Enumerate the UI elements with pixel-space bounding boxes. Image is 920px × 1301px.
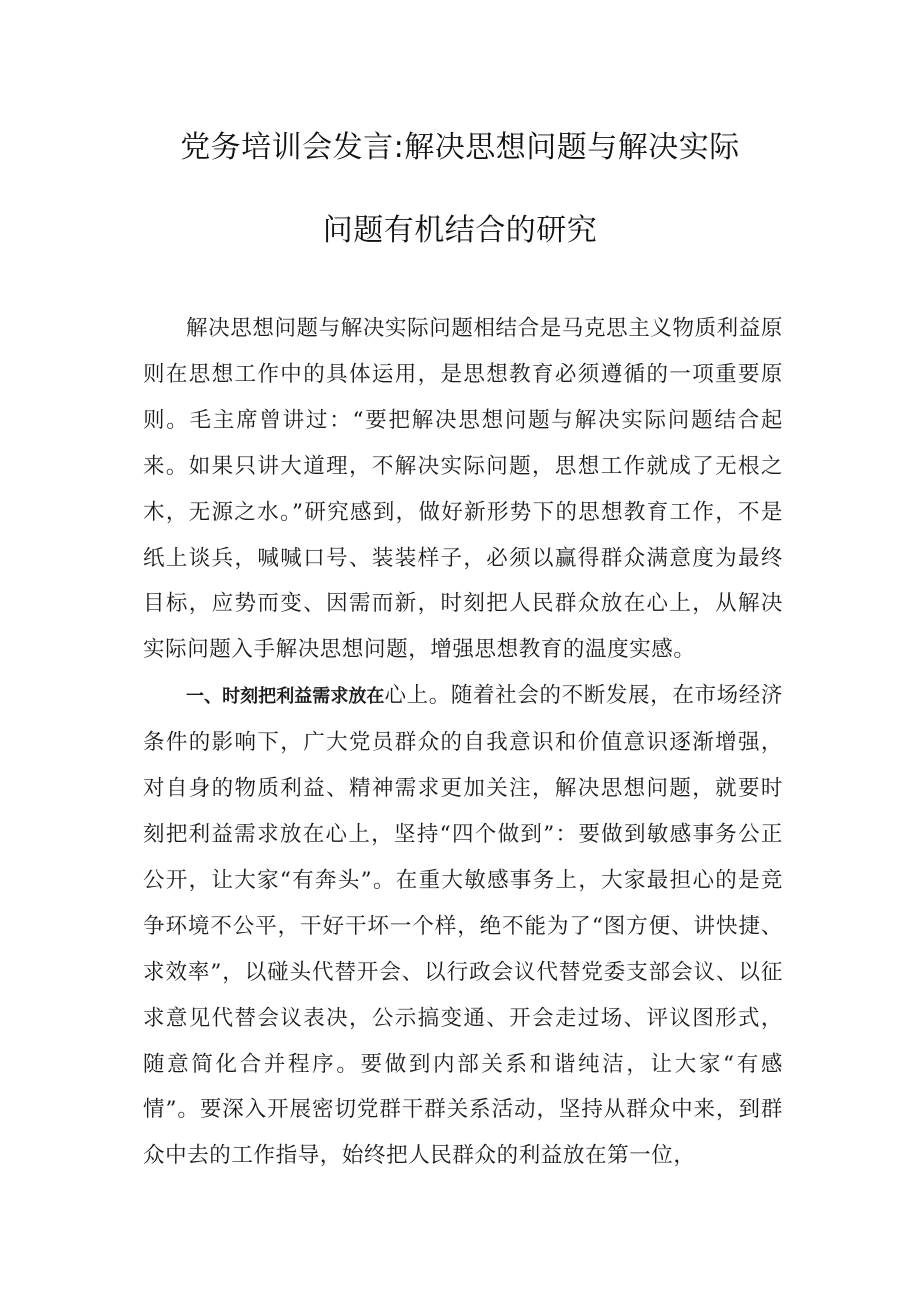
- document-title-line-1: 党务培训会发言:解决思想问题与解决实际: [180, 130, 740, 165]
- document-title-line-2: 问题有机结合的研究: [322, 213, 598, 248]
- section-1-text: 心上。随着社会的不断发展，在市场经济条件的影响下，广大党员群众的自我意识和价值意识逐渐增强，对自身的物质利益、精神需求更加关注，解决思想问题，就要时刻把利益需求放在心上，坚持“四个做到”：要做到敏感事务公正公开，让大家“有奔头”。在重大敏感事务上，大家最担心的是竞争环境不公平，干好干坏一个样，绝不能为了“图方便、讲快捷、求效率”，以碰头代替开会、以行政会议代替党委支部会议、以征求意见代替会议表决，公示搞变通、开会走过场、评议图形式，随意简化合并程序。要做到内部关系和谐纯洁，让大家“有感情”。要深入开展密切党群干群关系活动，坚持从群众中来，到群众中去的工作指导，始终把人民群众的利益放在第一位，: [143, 683, 783, 1169]
- section-1-heading: 一、时刻把利益需求放在: [186, 686, 385, 708]
- section-1-paragraph: [143, 673, 783, 1179]
- intro-paragraph: 解决思想问题与解决实际问题相结合是马克思主义物质利益原则在思想工作中的具体运用，是思想教育必须遵循的一项重要原则。毛主席曾讲过：“要把解决思想问题与解决实际问题结合起来。如果只讲大道理，不解决实际问题，思想工作就成了无根之木，无源之水。”研究感到，做好新形势下的思想教育工作，不是纸上谈兵，喊喊口号、装装样子，必须以赢得群众满意度为最终目标，应势而变、因需而新，时刻把人民群众放在心上，从解决实际问题入手解决思想问题，增强思想教育的温度实感。: [143, 316, 783, 663]
- document-body: [143, 306, 783, 1179]
